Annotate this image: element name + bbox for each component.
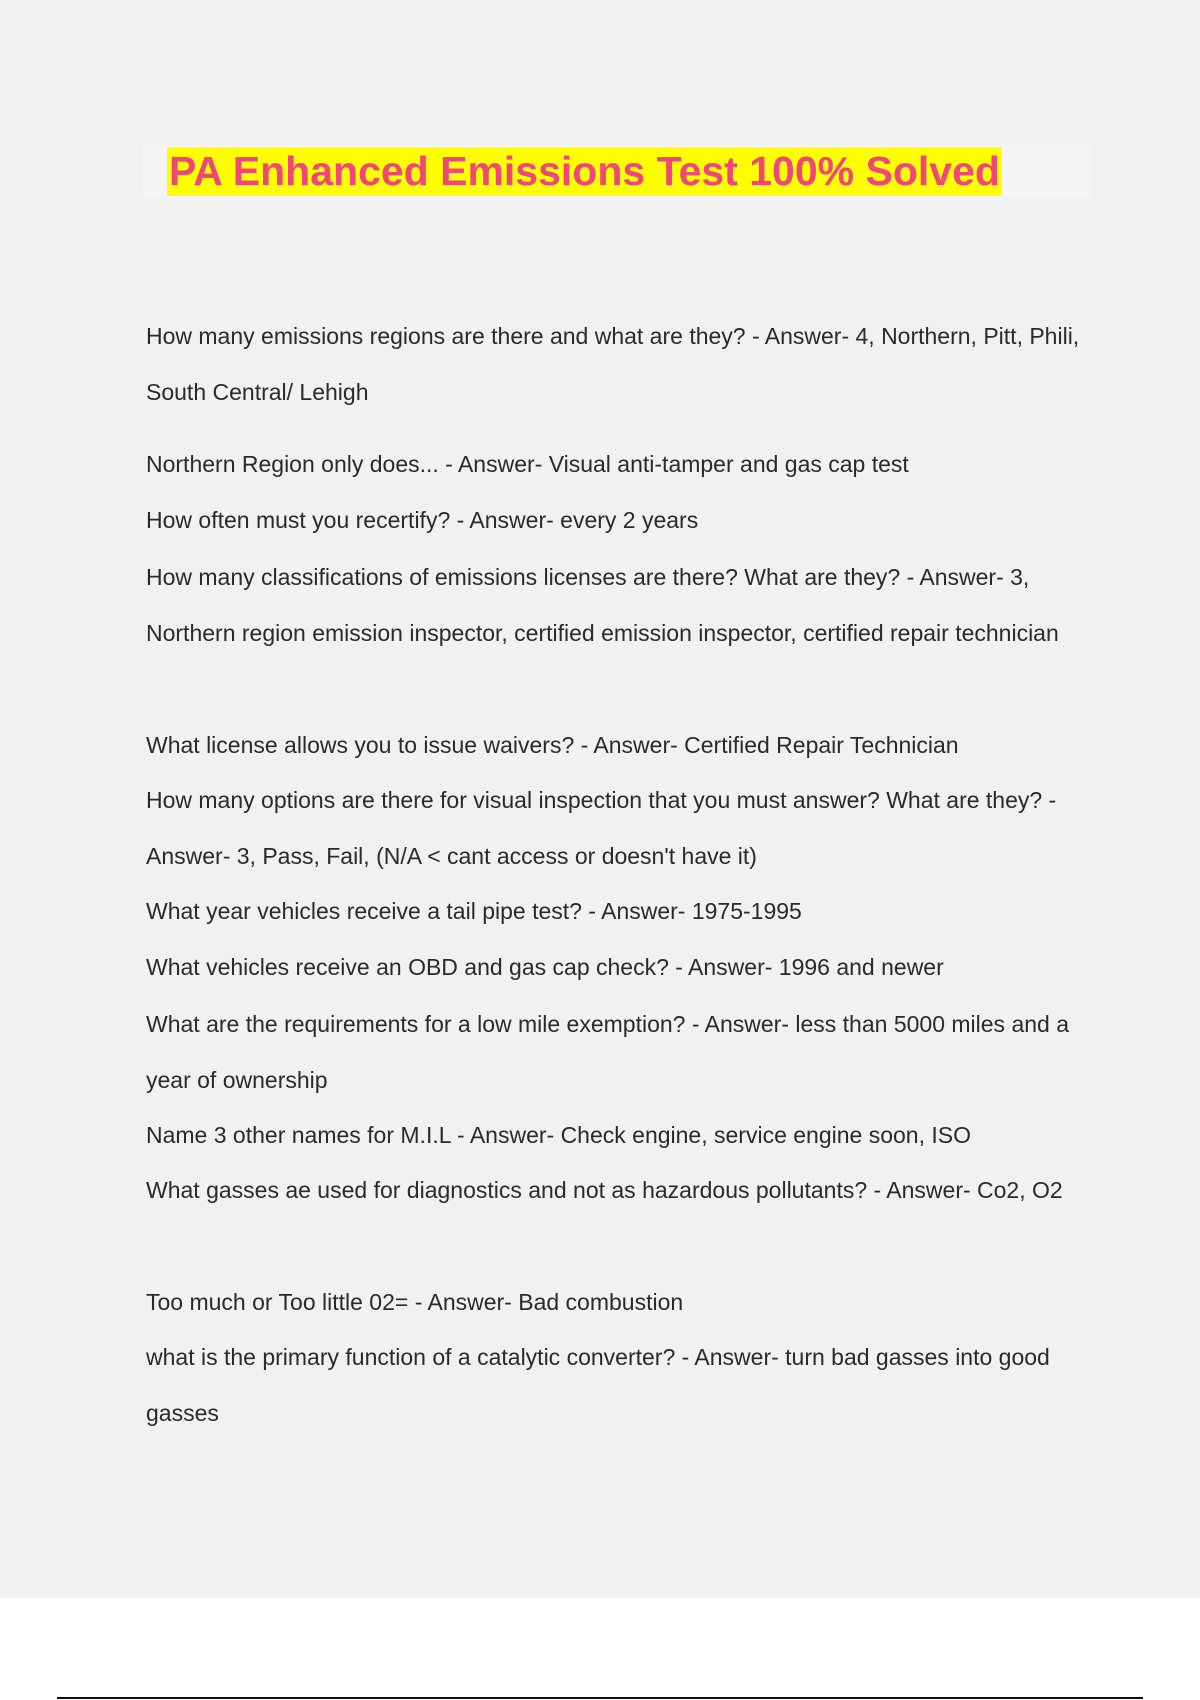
qa-item: what is the primary function of a catalytic converter? - Answer- turn bad gasses into good gasses [146,1344,1050,1426]
qa-item: What license allows you to issue waivers? - Answer- Certified Repair Technician [146,732,959,758]
document-title: PA Enhanced Emissions Test 100% Solved [169,148,1000,194]
qa-item: How many classifications of emissions licenses are there? What are they? - Answer- 3, Northern region emission inspector, certified emission inspector, certified repair technician [146,564,1059,646]
qa-item: Name 3 other names for M.I.L - Answer- Check engine, service engine soon, ISO [146,1122,971,1148]
qa-item: What year vehicles receive a tail pipe test? - Answer- 1975-1995 [146,898,802,924]
qa-item: Too much or Too little 02= - Answer- Bad combustion [146,1289,684,1315]
qa-item: What vehicles receive an OBD and gas cap check? - Answer- 1996 and newer [146,954,944,980]
qa-item: Northern Region only does... - Answer- Visual anti-tamper and gas cap test [146,451,909,477]
qa-item: What gasses ae used for diagnostics and not as hazardous pollutants? - Answer- Co2, O2 [146,1177,1063,1203]
qa-item: What are the requirements for a low mile exemption? - Answer- less than 5000 miles and a year of ownership [146,1011,1069,1093]
qa-item: How many emissions regions are there and what are they? - Answer- 4, Northern, Pitt, Phili, South Central/ Lehigh [146,323,1080,405]
qa-item: How often must you recertify? - Answer- every 2 years [146,507,699,533]
qa-item: How many options are there for visual inspection that you must answer? What are they? - Answer- 3, Pass, Fail, (N/A < cant access or doesn't have it) [146,787,1057,869]
footer-divider [57,1697,1143,1699]
